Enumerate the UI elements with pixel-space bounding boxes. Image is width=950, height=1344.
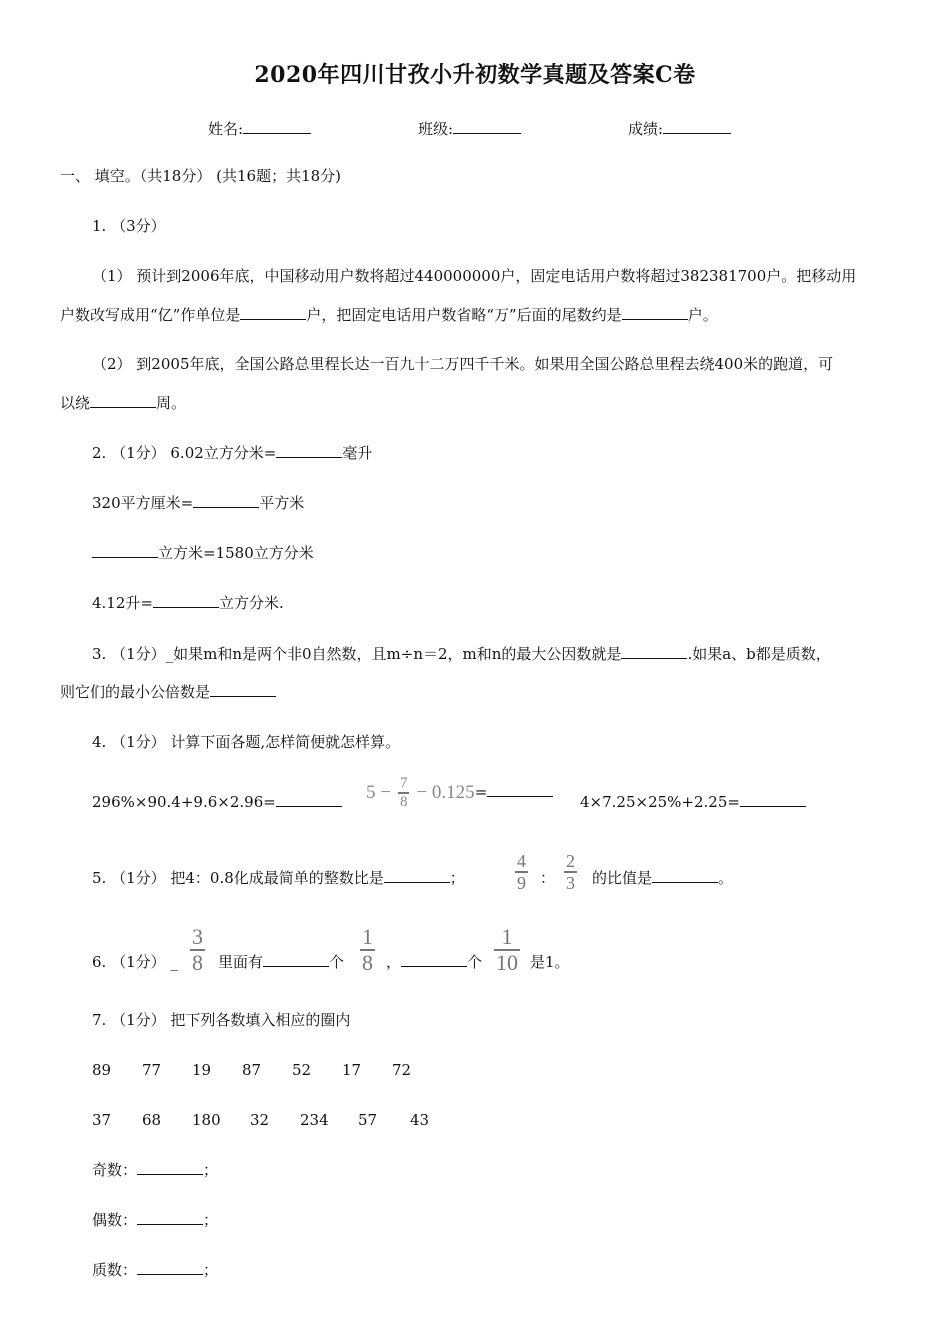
number-item: 68 [142, 1111, 162, 1129]
q5-tail [592, 868, 733, 888]
q2-blank-2[interactable] [193, 493, 259, 508]
q5-text-c: 的比值是 [592, 869, 653, 887]
q7-prime-blank[interactable] [137, 1260, 203, 1275]
q5-f1-den: 9 [517, 873, 526, 893]
q3-blank-1[interactable] [621, 644, 687, 659]
q5-f2-num: 2 [566, 851, 575, 871]
q3-blank-2[interactable] [210, 682, 276, 697]
section-heading: 一、 填空。（共18分） (共16题；共18分) [60, 167, 342, 185]
q6-blank-2[interactable] [401, 952, 467, 967]
q4-expr-2 [366, 776, 553, 810]
number-item: 89 [92, 1061, 112, 1079]
q7-odd-blank[interactable] [137, 1160, 203, 1175]
q4-blank-1[interactable] [276, 792, 342, 807]
q6-f3-den: 10 [496, 950, 518, 975]
name-label: 姓名: [208, 120, 244, 138]
q4-e2-eq: = [474, 783, 488, 801]
q6-f2-num: 1 [362, 924, 373, 949]
q2-line2 [92, 493, 304, 513]
q1-blank-1[interactable] [240, 305, 306, 320]
q5-blank-2[interactable] [652, 868, 718, 883]
q7-even-blank[interactable] [137, 1210, 203, 1225]
q5-blank-1[interactable] [384, 868, 450, 883]
q6-blank-1[interactable] [263, 952, 329, 967]
q2-l4-a: 4.12升= [92, 594, 153, 612]
q1-p2-text-b: 周。 [156, 394, 187, 412]
q5-frac-2 [564, 852, 577, 892]
q6-text-b: 里面有 [218, 953, 264, 971]
q5-fraction-2-3 [564, 852, 577, 892]
q4-frac-den: 8 [399, 794, 408, 810]
q6-frac-1 [190, 926, 205, 974]
q6-f1-den: 8 [192, 950, 203, 975]
q7-odd [92, 1160, 218, 1180]
q4-e1: 296%×90.4+9.6×2.96= [92, 793, 276, 811]
q2-line4 [92, 593, 284, 613]
q2-line3 [92, 543, 314, 563]
q6-fraction-3-8 [190, 926, 205, 974]
q1-p1-text-c: 户。 [687, 306, 718, 324]
q4-blank-3[interactable] [740, 792, 806, 807]
q6-f1-num: 3 [192, 924, 203, 949]
q6-text-c: 个 [329, 953, 345, 971]
number-item: 77 [142, 1061, 162, 1079]
q4-frac-num: 7 [399, 775, 408, 791]
q7-prime-end: ； [203, 1261, 219, 1279]
number-item: 57 [358, 1111, 378, 1129]
number-item: 234 [300, 1111, 329, 1129]
q6-f2-den: 8 [362, 950, 373, 975]
number-item: 32 [250, 1111, 270, 1129]
q4-expr-image [366, 776, 475, 810]
q4-e2-b: − 0.125 [416, 782, 475, 803]
q6-fraction-1-8 [360, 926, 375, 974]
number-item: 52 [292, 1061, 312, 1079]
q7-even [92, 1210, 218, 1230]
q1-p1-text-a: 户数改写成用“亿”作单位是 [60, 306, 241, 324]
q1-p1-line1: （1） 预计到2006年底，中国移动用户数将超过440000000户，固定电话用户数将超过382381700户。把移动用 [92, 267, 857, 285]
q3-text-a: 3. （1分）_如果m和n是两个非0自然数，且m÷n＝2，m和n的最大公因数就是 [92, 645, 622, 663]
q2-l4-b: 立方分米. [218, 594, 284, 612]
q6-frac-2 [360, 926, 375, 974]
q5-f1-num: 4 [517, 851, 526, 871]
q4-head: 4. （1分） 计算下面各题,怎样简便就怎样算。 [92, 733, 401, 751]
q2-blank-1[interactable] [276, 443, 342, 458]
q7-even-end: ； [203, 1211, 219, 1229]
number-item: 180 [192, 1111, 221, 1129]
q7-prime-label: 质数： [92, 1261, 138, 1279]
name-field [208, 118, 311, 139]
number-item: 87 [242, 1061, 262, 1079]
class-field [418, 118, 521, 139]
q5-text-b: ； [449, 869, 465, 887]
q5-fraction-4-9 [515, 852, 528, 892]
q7-odd-end: ； [203, 1161, 219, 1179]
q3-line2 [60, 682, 276, 702]
number-item: 72 [392, 1061, 412, 1079]
q2-blank-4[interactable] [153, 593, 219, 608]
q6-mid-2 [386, 952, 482, 972]
q6-f3-num: 1 [501, 924, 513, 949]
q6-tail: 是1。 [530, 953, 570, 971]
page-title: 2020年四川甘孜小升初数学真题及答案C卷 [254, 62, 696, 88]
q5-text-a: 5. （1分） 把4：0.8化成最简单的整数比是 [92, 869, 384, 887]
q1-blank-3[interactable] [90, 393, 156, 408]
q5-line [92, 868, 465, 888]
q5-text-d: 。 [718, 869, 734, 887]
number-item: 17 [342, 1061, 362, 1079]
q2-l2-a: 320平方厘米= [92, 494, 194, 512]
score-label: 成绩: [628, 120, 664, 138]
q3-text-c: 则它们的最小公倍数是 [60, 683, 211, 701]
class-label: 班级: [418, 120, 454, 138]
q2-head: 2. （1分） 6.02立方分米= [92, 444, 277, 462]
q7-prime [92, 1260, 218, 1280]
q1-p2-text-a: 以绕 [60, 394, 91, 412]
name-blank[interactable] [243, 119, 311, 134]
q3-text-b: .如果a、b都是质数， [687, 645, 831, 663]
number-item: 37 [92, 1111, 112, 1129]
q4-fraction [398, 776, 410, 810]
q5-f2-den: 3 [566, 873, 575, 893]
q4-e2-a: 5 − [366, 782, 391, 803]
score-blank[interactable] [663, 119, 731, 134]
q1-p1-line2 [60, 305, 718, 325]
q2-line1 [92, 443, 372, 463]
q5-frac-1 [515, 852, 528, 892]
q3-line1 [92, 644, 831, 664]
q1-head: 1. （3分） [92, 217, 166, 235]
q6-mid-1 [218, 952, 344, 972]
q6-frac-3 [494, 926, 520, 974]
q4-blank-2[interactable] [487, 782, 553, 797]
q6-text-d: 个 [467, 953, 483, 971]
q1-p2-line1: （2） 到2005年底，全国公路总里程长达一百九十二万四千千米。如果用全国公路总里程去绕400米的跑道，可 [92, 355, 834, 373]
q1-blank-2[interactable] [622, 305, 688, 320]
q2-l2-b: 平方米 [259, 494, 305, 512]
number-item: 19 [192, 1061, 212, 1079]
number-item: 43 [410, 1111, 430, 1129]
q1-p1-text-b: 户，把固定电话用户数省略“万”后面的尾数约是 [306, 306, 622, 324]
q6-prefix: 6. （1分） _ [92, 953, 178, 971]
q5-colon: ： [540, 869, 556, 887]
q7-odd-label: 奇数： [92, 1161, 138, 1179]
q6-fraction-1-10 [494, 926, 520, 974]
q4-e3: 4×7.25×25%+2.25= [580, 793, 740, 811]
q7-even-label: 偶数： [92, 1211, 138, 1229]
q7-head: 7. （1分） 把下列各数填入相应的圈内 [92, 1011, 351, 1029]
score-field [628, 118, 731, 139]
q1-p2-line2 [60, 393, 186, 413]
q4-expr-1 [92, 792, 342, 812]
class-blank[interactable] [453, 119, 521, 134]
q2-l3-b: 立方米=1580立方分米 [158, 544, 314, 562]
q6-comma: ， [386, 953, 402, 971]
q2-blank-3[interactable] [92, 543, 158, 558]
q4-expr-3 [580, 792, 806, 812]
q2-head-tail: 毫升 [342, 444, 373, 462]
